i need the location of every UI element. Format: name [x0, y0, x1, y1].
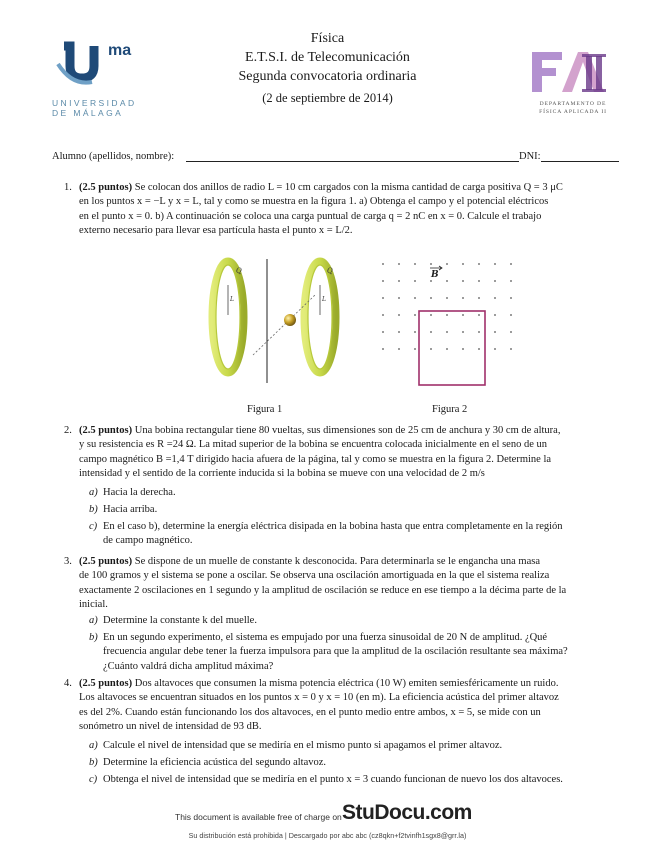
field-dot	[382, 263, 384, 265]
field-dot	[414, 314, 416, 316]
question-3-number: 3.	[64, 556, 72, 567]
field-dot	[398, 331, 400, 333]
q2-item-b-label: b)	[89, 504, 98, 515]
field-dot	[382, 314, 384, 316]
q3-item-a: Determine la constante k del muelle.	[103, 615, 257, 626]
question-2-line-1: (2.5 puntos) Una bobina rectangular tiene 80 vueltas, sus dimensiones son de 25 cm de anchura y 30 cm de altura,	[79, 425, 561, 436]
figure-2	[375, 255, 535, 390]
field-dot	[382, 348, 384, 350]
coil-rectangle	[419, 311, 485, 385]
question-2	[79, 424, 617, 481]
field-dot	[382, 297, 384, 299]
field-dot	[446, 331, 448, 333]
field-dot	[510, 263, 512, 265]
field-dot	[462, 263, 464, 265]
student-name-field[interactable]	[186, 161, 519, 162]
q4-item-c-label: c)	[89, 774, 98, 785]
question-4-number: 4.	[64, 678, 72, 689]
dni-label: DNI:	[519, 151, 541, 162]
field-dot	[478, 348, 480, 350]
field-dot	[478, 331, 480, 333]
q3-item-b-line-3: ¿Cuánto valdrá dicha amplitud máxima?	[103, 660, 274, 672]
field-dot	[462, 314, 464, 316]
question-1-points: (2.5 puntos)	[79, 182, 133, 193]
field-dot	[414, 348, 416, 350]
field-dot	[398, 263, 400, 265]
field-dot	[398, 280, 400, 282]
field-dot	[398, 297, 400, 299]
q2-item-c	[103, 520, 617, 549]
field-dot	[446, 280, 448, 282]
question-1-line-2: en los puntos x = −L y x = L, tal y como se muestra en la figura 1. a) Obtenga el campo y el potencial eléctricos	[79, 196, 549, 208]
field-dot	[478, 280, 480, 282]
field-dot	[510, 314, 512, 316]
footer-available-text: This document is available free of charge on	[175, 812, 342, 822]
field-dot	[446, 263, 448, 265]
figure-1-caption: Figura 1	[247, 404, 283, 415]
field-dot	[414, 263, 416, 265]
question-3-line-2: de 100 gramos y el sistema se pone a oscilar. Se observa una oscilación amortiguada en la que el sistema realiza	[79, 570, 550, 582]
field-dot	[430, 314, 432, 316]
question-1-line-1: (2.5 puntos) Se colocan dos anillos de radio L = 10 cm cargados con la misma cantidad de carga positiva Q = 3 μC	[79, 182, 563, 193]
q4-item-a-label: a)	[89, 740, 98, 751]
field-dot	[494, 331, 496, 333]
fig1-q-label-right: Q	[327, 267, 333, 275]
field-dot	[494, 297, 496, 299]
question-2-line-4: intensidad y el sentido de la corriente inducida si la bobina se mueve con una velocidad de 2 m/s	[79, 467, 485, 479]
department-logo	[526, 46, 620, 120]
question-4-line-4: sonómetro un nivel de intensidad de 93 dB.	[79, 720, 262, 732]
question-2-line-2: y su resistencia es R =24 Ω. La mitad superior de la bobina se encuentra colocada inicialmente en el seno de un	[79, 439, 547, 451]
q3-item-a-label: a)	[89, 615, 98, 626]
field-dot	[414, 280, 416, 282]
field-dot	[398, 348, 400, 350]
fig1-q-label-left: Q	[236, 267, 242, 275]
school-title: E.T.S.I. de Telecomunicación	[245, 50, 410, 65]
department-line2: FÍSICA APLICADA II	[539, 109, 607, 115]
figure-2-caption: Figura 2	[432, 404, 468, 415]
fa2-logo-icon	[526, 46, 620, 98]
university-name-line1: UNIVERSIDAD	[52, 98, 137, 108]
question-3-line-3: exactamente 2 oscilaciones en 1 segundo y la amplitud de oscilación se reduce en ese tiempo a la décima parte de la	[79, 584, 567, 596]
studocu-brand: StuDocu.com	[342, 801, 472, 824]
field-dot	[510, 348, 512, 350]
figure-1	[195, 255, 355, 390]
field-dot	[414, 297, 416, 299]
footer-disclaimer: Su distribución está prohibida | Descargado por abc abc (cz8qkn+f2tvinfh1sgx8@grr.la)	[188, 831, 467, 840]
field-dot	[478, 263, 480, 265]
question-4-line-3: es del 2%. Cuando están funcionando los dos altavoces, en el punto medio entre ambos, x = 5, se mide con un	[79, 706, 541, 718]
question-4-points: (2.5 puntos)	[79, 678, 133, 689]
field-dot	[494, 280, 496, 282]
question-2-number: 2.	[64, 425, 72, 436]
question-3-points: (2.5 puntos)	[79, 556, 133, 567]
question-2-points: (2.5 puntos)	[79, 425, 133, 436]
question-1-number: 1.	[64, 182, 72, 193]
q2-item-a-label: a)	[89, 487, 98, 498]
fig1-l-label-right: L	[322, 296, 326, 303]
q2-item-c-label: c)	[89, 521, 98, 532]
fig2-b-label: B	[431, 270, 439, 280]
q2-item-c-line-1: En el caso b), determine la energía eléctrica disipada en la bobina hasta que entra completamente en la región	[103, 521, 563, 532]
magnetic-field-diagram	[375, 255, 535, 390]
student-name-label: Alumno (apellidos, nombre):	[52, 151, 175, 162]
field-dot	[462, 348, 464, 350]
q3-item-b	[103, 631, 617, 674]
question-3-line-1: (2.5 puntos) Se dispone de un muelle de constante k desconocida. Para determinarla se le engancha una masa	[79, 556, 540, 567]
field-dot	[494, 263, 496, 265]
question-1	[79, 181, 617, 238]
q2-item-c-line-2: de campo magnético.	[103, 535, 193, 547]
field-dot	[478, 314, 480, 316]
field-dot	[510, 280, 512, 282]
exam-date: (2 de septiembre de 2014)	[262, 91, 393, 105]
q2-item-a: Hacia la derecha.	[103, 487, 176, 498]
dni-field[interactable]	[541, 161, 619, 162]
q4-item-b-label: b)	[89, 757, 98, 768]
field-dot	[382, 280, 384, 282]
question-1-line-4: externo necesario para llevar esa partícula hasta el punto x = L/2.	[79, 224, 353, 236]
field-dot	[446, 348, 448, 350]
field-dot	[462, 297, 464, 299]
field-dot	[494, 314, 496, 316]
question-4	[79, 677, 617, 734]
field-dot	[430, 297, 432, 299]
q4-item-a: Calcule el nivel de intensidad que se mediría en el mismo punto si apagamos el primer altavoz.	[103, 740, 503, 751]
field-dot	[430, 348, 432, 350]
question-4-line-2: Los altavoces se encuentran situados en los puntos x = 0 y x = 10 (en m). La eficiencia acústica del primer altavoz	[79, 692, 559, 704]
question-3	[79, 555, 617, 612]
question-4-line-1: (2.5 puntos) Dos altavoces que consumen la misma potencia eléctrica (10 W) emiten semiesféricamente un ruido.	[79, 678, 559, 689]
field-dot	[430, 331, 432, 333]
field-dot	[414, 331, 416, 333]
field-dot	[446, 314, 448, 316]
q4-item-c: Obtenga el nivel de intensidad que se mediría en el punto x = 3 cuando funcionan de nuevo los dos altavoces.	[103, 774, 563, 785]
uma-logo-text: ma	[108, 42, 132, 59]
charged-rings-diagram	[195, 255, 355, 390]
field-dot	[430, 280, 432, 282]
exam-title: Segunda convocatoria ordinaria	[238, 69, 417, 84]
subject-title: Física	[310, 31, 345, 46]
department-line1: DEPARTAMENTO DE	[539, 101, 607, 107]
field-dot	[510, 331, 512, 333]
q3-item-b-label: b)	[89, 632, 98, 643]
question-2-line-3: campo magnético B =1,4 T dirigido hacia afuera de la página, tal y como se muestra en la figura 2. Determine la	[79, 453, 552, 465]
question-3-line-4: inicial.	[79, 598, 108, 610]
fig1-l-label-left: L	[230, 296, 234, 303]
field-dot	[462, 331, 464, 333]
q2-item-b: Hacia arriba.	[103, 504, 158, 515]
field-dot	[494, 348, 496, 350]
field-dot	[398, 314, 400, 316]
q4-item-b: Determine la eficiencia acústica del segundo altavoz.	[103, 757, 327, 768]
studocu-logo[interactable]	[342, 801, 472, 825]
field-dot	[478, 297, 480, 299]
field-dot	[462, 280, 464, 282]
question-1-line-3: en el punto x = 0. b) A continuación se coloca una carga puntual de carga q = 2 nC en x = 0. Calcule el trabajo	[79, 210, 542, 222]
field-dot	[446, 297, 448, 299]
university-name-line2: DE MÁLAGA	[52, 108, 124, 118]
field-dot	[510, 297, 512, 299]
q3-item-b-line-2: frecuencia angular debe tener la fuerza impulsora para que la amplitud de la oscilación resultante sea máxima?	[103, 646, 568, 658]
field-dot	[430, 263, 432, 265]
field-dot	[382, 331, 384, 333]
q3-item-b-line-1: En un segundo experimento, el sistema es empujado por una fuerza sinusoidal de 20 N de amplitud. ¿Qué	[103, 632, 548, 643]
